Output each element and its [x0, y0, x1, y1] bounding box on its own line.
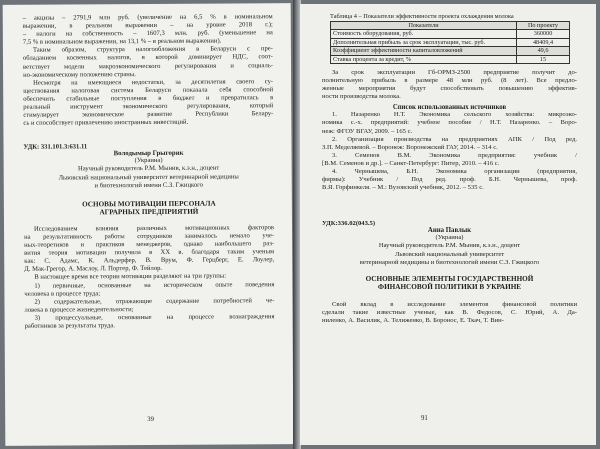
text-line: работников за результаты труда. [24, 322, 115, 330]
text-line: женные мероприятия будут способствовать повышению эффектив- [322, 85, 577, 93]
paragraph [23, 46, 273, 80]
paragraph [23, 78, 273, 128]
list-item [24, 281, 274, 299]
text-line: ветствует модели макроэкономического регулирования и социаль- [23, 61, 274, 71]
paragraph [322, 301, 577, 325]
text-line: реальный инструмент экономического регулирования, который [23, 102, 274, 111]
left-page [3, 3, 294, 446]
article-title: ОСНОВЫ МОТИВАЦИИ ПЕРСОНАЛА [82, 199, 216, 209]
table-row [331, 38, 570, 47]
text-line: неж: ФГОУ ВГАУ, 2009. – 165 с. [322, 127, 413, 135]
text-line: 3) процессуальные, основанные на процессе вознаграждения [34, 313, 275, 322]
text-line: сь и способствует привлечению иностранных инвестиций. [23, 118, 189, 127]
table-row [331, 30, 570, 39]
paragraph [322, 69, 577, 101]
text-line: – налоги на собственность – 1607,3 млн. руб. (уменьшение на [22, 29, 273, 38]
right-page-content [322, 13, 577, 325]
scientific-advisor: Научный руководитель Р.М. Мынив, к.э.н., доцент [378, 242, 521, 250]
page-number: 39 [147, 415, 155, 424]
text-line: Д. Мак-Грегор, А. Маслоу, Л. Портер, Ф. Тейлор. [24, 265, 163, 274]
author-name: Володымыр Грыгорик [113, 150, 184, 158]
text-line: 1) первичные, основанные на историческом опыте поведения [34, 280, 275, 290]
intro-list [23, 13, 273, 47]
table-header-row [331, 21, 570, 30]
reference-item [322, 136, 577, 152]
text-line: ности производства молока. [322, 93, 401, 101]
text-line: ниленко, А. Василик, А. Телиженко, В. Боронос, Е. Ткач, Т. Вин- [322, 317, 504, 325]
table-cell-value: 48409,4 [517, 38, 570, 47]
text-line: За срок эксплуатации Гб-ОРМЗ-2500 предприятие получит до- [332, 69, 577, 76]
reference-item [322, 168, 577, 192]
text-line: обеспечить стабильные поступления в бюджет и превратилась в [23, 94, 274, 103]
list-item [25, 313, 275, 331]
table-cell-label: Дополнительная прибыль за срок эксплуатации, тыс. руб. [331, 38, 517, 47]
article-title: ФИНАНСОВОЙ ПОЛИТИКИ В УКРАИНЕ [377, 283, 522, 292]
table-header-cell: Показатели [331, 21, 517, 30]
text-line: 2. Организация производства на предприятиях АПК / Под ред. [332, 135, 577, 143]
table-cell-label: Коэффициент эффективности капиталовложений [331, 47, 517, 56]
list-item [24, 297, 274, 315]
text-line: – акцизы – 2791,9 млн руб. (увеличение на 6,5 % в номинальном [22, 13, 273, 22]
author-country: (Украина) [435, 234, 464, 242]
page-number: 91 [421, 415, 428, 422]
university-line: Львовский национальный университет ветеринарной медицины [58, 172, 239, 182]
text-line: на результативность работы сотрудников занималось немало уче- [24, 232, 275, 241]
university-line: Львовский национальный университет [394, 250, 505, 258]
text-line: Несмотря на имеющиеся недостатки, за десятилетия своего су- [33, 77, 274, 87]
text-line: выражении, в реальном выражении – на уровне 2018 г.); [22, 21, 273, 30]
scientific-advisor: Научный руководитель Р.М. Мынив, к.э.н., доцент [77, 164, 220, 173]
text-line: Таким образом, структура налогообложения в Беларуси с пре- [32, 45, 273, 55]
article-title: АГРАРНЫХ ПРЕДПРИЯТИЙ [99, 207, 199, 217]
text-line: вития теория мотивации получила в XX в. благодаря таким ученым [24, 248, 275, 257]
paragraph [24, 224, 274, 274]
table-cell-label: Ставка процента за кредит, % [331, 55, 517, 64]
table-cell-value: 360000 [517, 30, 570, 39]
table-caption: Таблица 4 – Показатели эффективности проекта охлаждения молока [330, 13, 514, 20]
text-line: но-экономическому положению страны. [23, 70, 136, 79]
text-line: ловека в процессе жизнедеятельности; [24, 305, 134, 314]
reference-item [322, 152, 577, 168]
text-line: ществования налоговая система Беларуси показала себя способной [23, 86, 274, 95]
article-title: ОСНОВНЫЕ ЭЛЕМЕНТЫ ГОСУДАРСТВЕННОЙ [365, 274, 534, 283]
text-line: [В.М. Семенов и др.]. – Санкт-Петербург: Питер, 2010. – 416 с. [322, 159, 500, 167]
text-line: полнительную прибыль в размере 48 млн руб. (8 лет). Все предло- [322, 77, 577, 85]
references-list [322, 111, 577, 192]
university-line: и биотехнологий имени С.З. Гжицкого [94, 181, 203, 189]
text-line: как: С. Адамс, К. Альдерфер, В. Врум, Ф. Герцберг, Е. Лоулер, [24, 256, 275, 266]
references-heading: Список использованных источников [392, 104, 507, 112]
text-line: фирмы): Учебник / Под ред. проф. Б.Н. Чернышева, проф. [322, 176, 577, 184]
text-line: 3. Семенов В.М. Экономика предприятия: учебник / [332, 151, 577, 159]
text-line: З.П. Меделяевой. – Воронеж: Воронежский ГАУ, 2014. – 314 с. [322, 143, 498, 151]
text-line: стимулирует экономическое развитие Республики Белару- [23, 110, 274, 119]
text-line: ных-теоретиков и практиков менеджеров, однако наибольшего раз- [24, 240, 275, 249]
text-line: Исследованием влияния различных мотивационных факторов [34, 224, 275, 233]
table-cell-label: Стоимость оборудования, руб. [331, 30, 517, 39]
text-line: обладанием косвенных налогов, в которой доминирует НДС, соот- [22, 53, 274, 63]
text-line: сделали такие известные ученые, как В. Федосов, С. Юрий, А. Да- [322, 308, 577, 316]
text-line: В.Я. Горфинкеля. – М.: Вузовский учебник, 2012. – 535 с. [322, 184, 484, 192]
udk-code: УДК:336.02(043.5) [322, 220, 376, 228]
text-line: 7,5 % в номинальном выражении, на 13,1 % – в реальном выражении). [22, 37, 222, 47]
reference-item [322, 111, 577, 135]
table-header-cell: По проекту [517, 21, 570, 30]
university-line: ветеринарной медицины и биотехнологий имени С.З. Гжицкого [359, 258, 540, 266]
left-page-content [23, 13, 275, 331]
text-line: человека в процессе труда; [24, 289, 101, 298]
right-page [300, 4, 596, 445]
author-name: Анна Павлык [427, 227, 472, 235]
table-cell-value: 49,6 [517, 47, 570, 56]
paragraph: В настоящее время все теории мотивации разделяют на три группы: [34, 272, 227, 282]
table-row [331, 55, 570, 64]
author-country: (Украина) [134, 157, 163, 165]
udk-code: УДК: 331.101.3:631.11 [23, 143, 88, 152]
text-line: Свой вклад в исследование элементов финансовой политики [332, 300, 577, 308]
efficiency-table [330, 21, 570, 65]
table-cell-value: 15 [517, 55, 570, 64]
text-line: 4. Чернышева, Б.Н. Экономика организации (предприятия, [332, 168, 577, 176]
text-line: 2) содержательные, отражающие содержание потребностей че- [34, 296, 275, 306]
text-line: 1. Назаренко Н.Т. Экономика сельского хозяйства: микроэко- [332, 111, 577, 119]
table-row [331, 47, 570, 56]
text-line: номика с.-х. предприятий: учебное пособие / Н.Т. Назаренко. – Воро- [322, 119, 577, 127]
